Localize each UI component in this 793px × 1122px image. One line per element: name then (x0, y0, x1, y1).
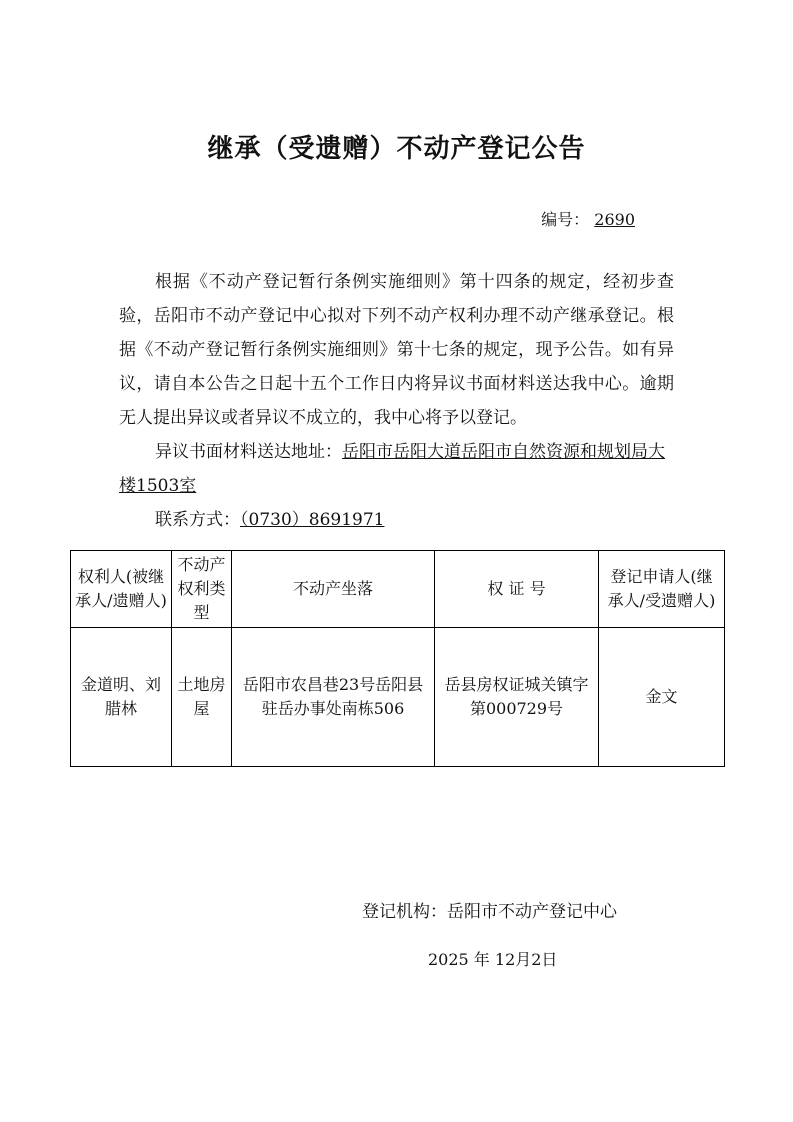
objection-address-value: 岳阳市岳阳大道岳阳市自然资源和规划局大楼1503室 (119, 442, 665, 496)
cell-applicant: 金文 (599, 628, 725, 767)
document-number (541, 207, 635, 230)
document-number-value: 2690 (594, 210, 635, 229)
registration-table (70, 550, 725, 767)
contact-value: （0730）8691971 (240, 510, 385, 530)
cell-right-holder: 金道明、刘腊林 (71, 628, 172, 767)
objection-address-label: 异议书面材料送达地址： (155, 442, 342, 462)
table-row (71, 628, 725, 767)
cell-right-type: 土地房屋 (172, 628, 232, 767)
contact-label: 联系方式： (155, 510, 240, 530)
document-number-label: 编号： (541, 210, 590, 229)
registration-authority (362, 897, 617, 922)
authority-value: 岳阳市不动产登记中心 (447, 902, 617, 922)
cell-location: 岳阳市农昌巷23号岳阳县驻岳办事处南栋506 (232, 628, 435, 767)
notice-date: 2025 年 12月2日 (428, 950, 558, 969)
table-header-row (71, 551, 725, 628)
header-location: 不动产坐落 (232, 551, 435, 628)
authority-label: 登记机构： (362, 902, 447, 922)
cell-certificate-number: 岳县房权证城关镇字第000729号 (435, 628, 599, 767)
contact-info (119, 503, 674, 537)
notice-body: 根据《不动产登记暂行条例实施细则》第十四条的规定，经初步查验，岳阳市不动产登记中心拟对下列不动产权利办理不动产继承登记。根据《不动产登记暂行条例实施细则》第十七条的规定，现予公告。如有异议，请自本公告之日起十五个工作日内将异议书面材料送达我中心。逾期无人提出异议或者异议不成立的，我中心将予以登记。 (119, 272, 674, 428)
header-right-type: 不动产权利类型 (172, 551, 232, 628)
notice-title: 继承（受遗赠）不动产登记公告 (207, 134, 586, 164)
header-right-holder: 权利人(被继承人/遗赠人) (71, 551, 172, 628)
header-applicant: 登记申请人(继承人/受遗赠人) (599, 551, 725, 628)
header-certificate-number: 权 证 号 (435, 551, 599, 628)
objection-address (119, 435, 674, 503)
